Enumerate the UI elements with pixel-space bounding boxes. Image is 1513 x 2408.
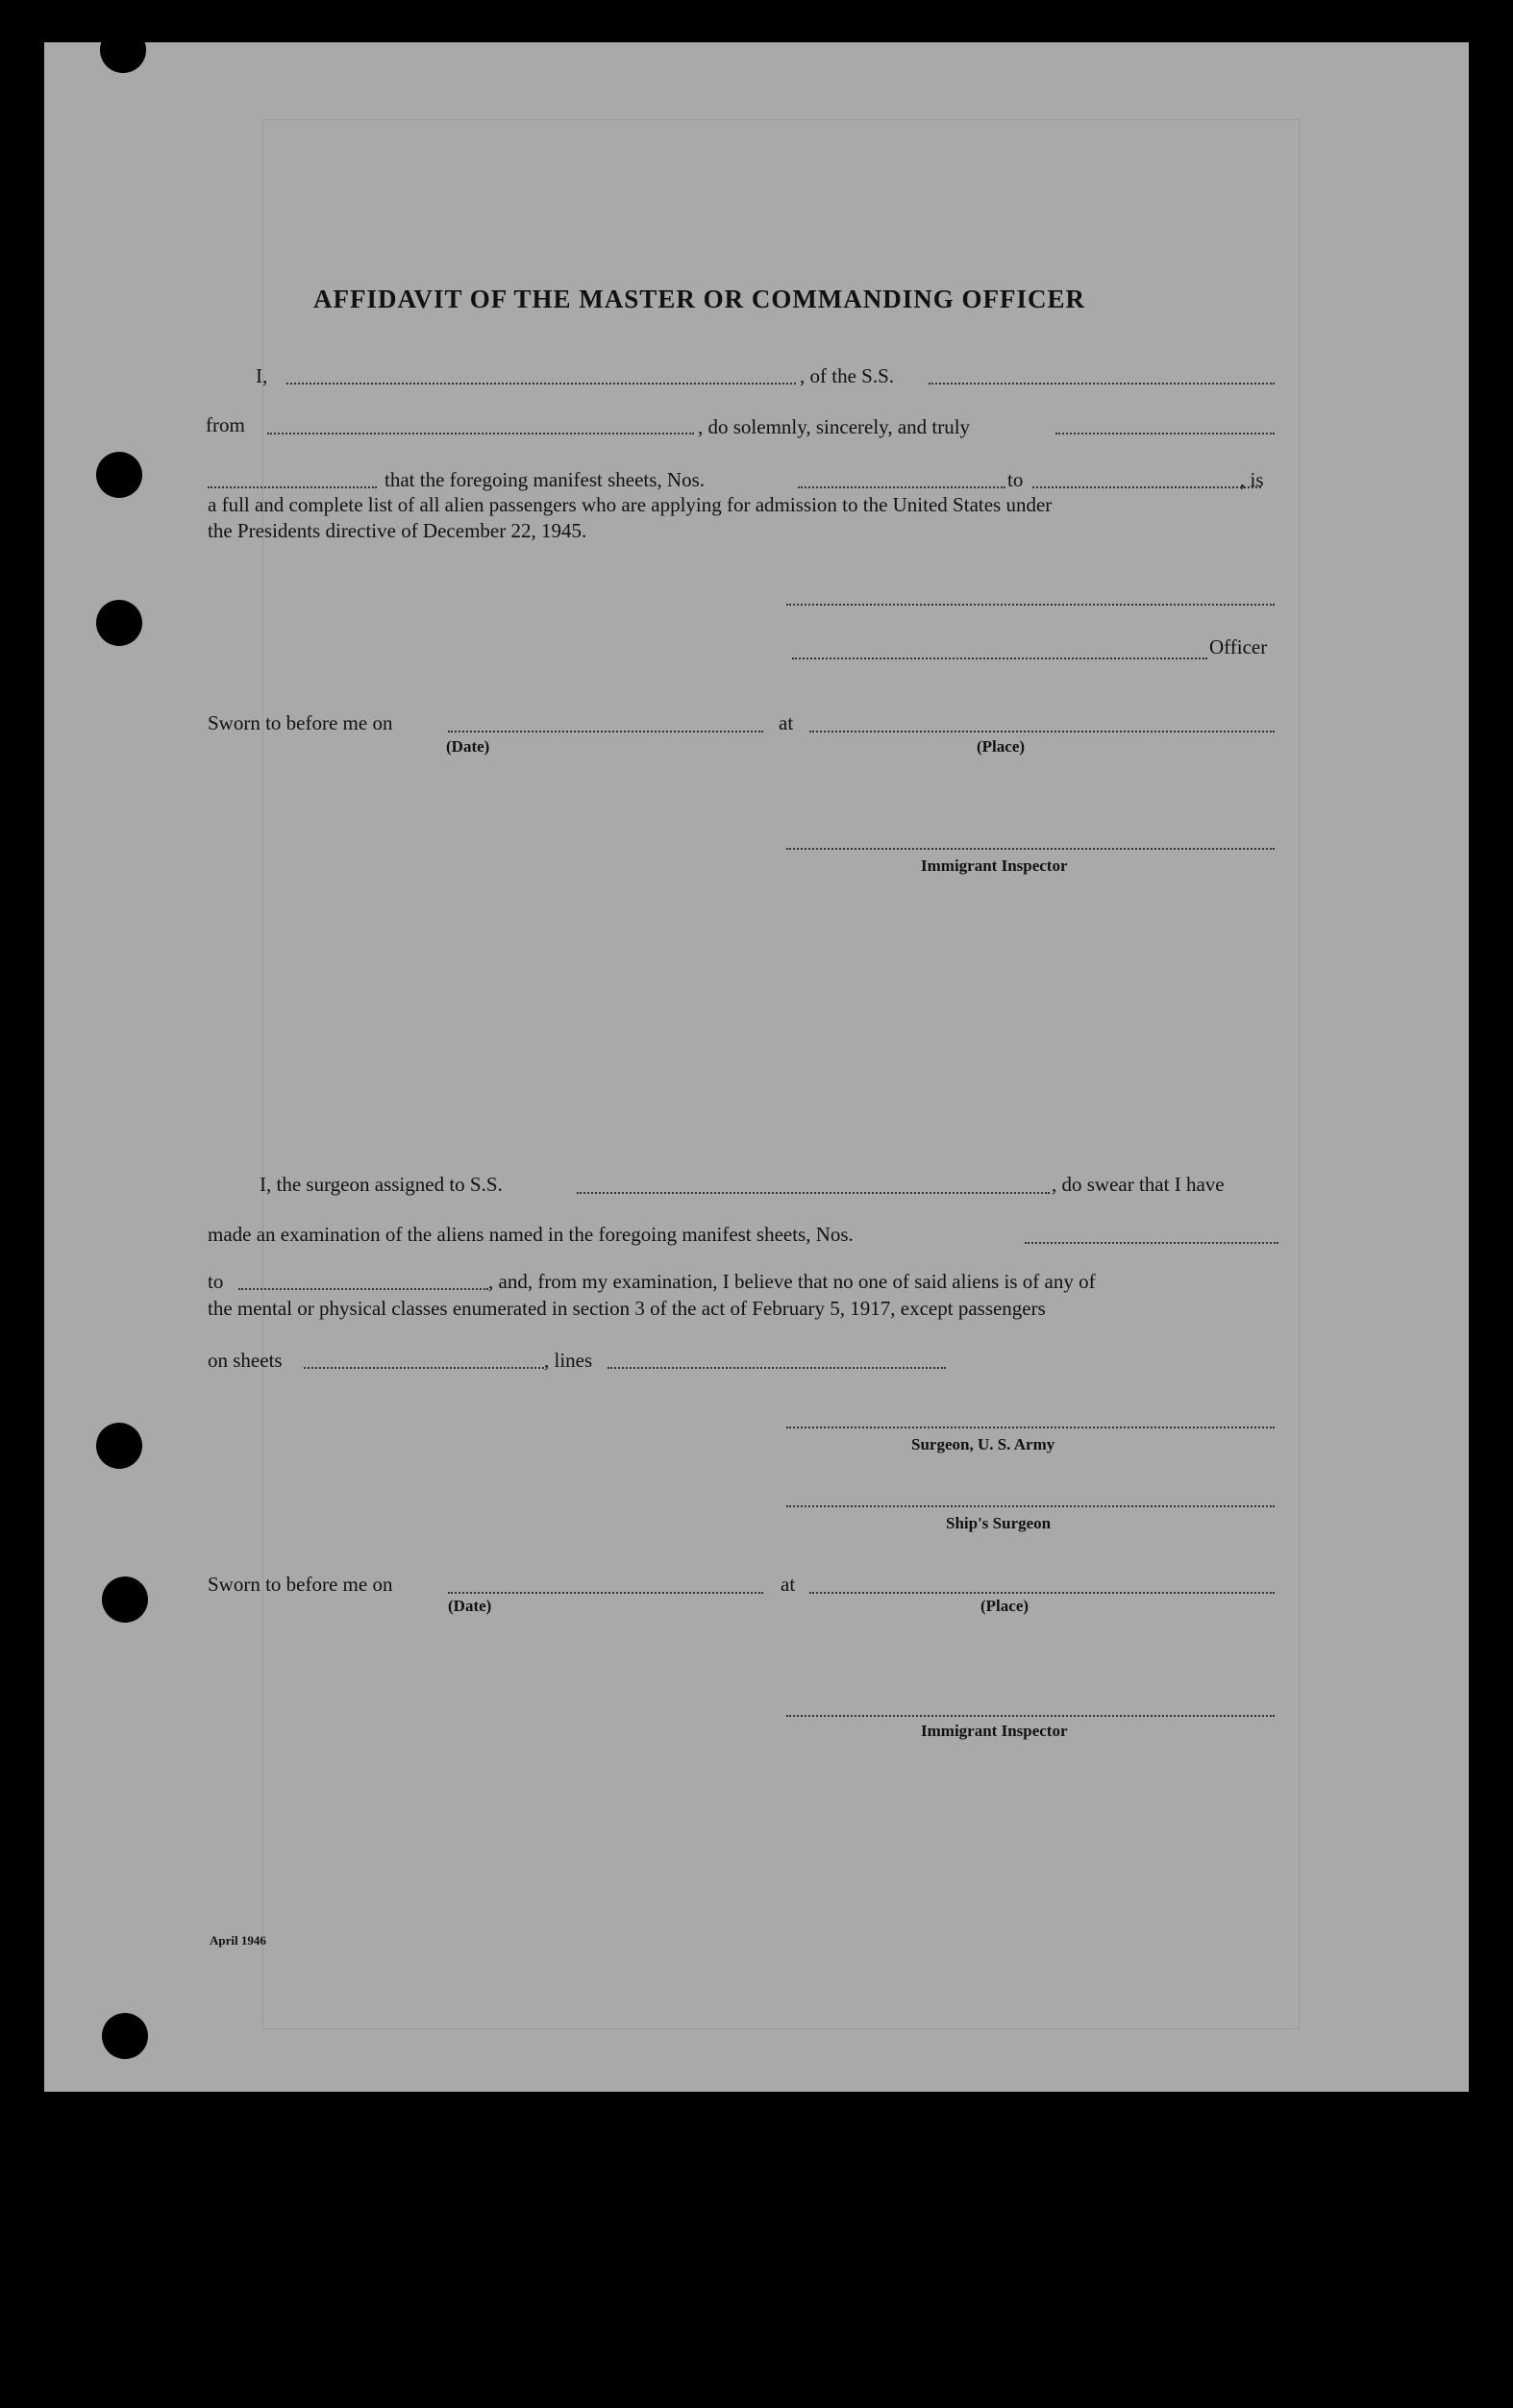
surgeon-sworn-label: Sworn to before me on <box>208 1573 393 1596</box>
surgeon-line-4: the mental or physical classes enumerated in section 3 of the act of February 5, 1917, except passengers <box>208 1297 1046 1320</box>
master-name-field[interactable] <box>286 383 796 385</box>
declaration-field[interactable] <box>208 486 377 488</box>
sworn-label: Sworn to before me on <box>208 711 393 734</box>
officer-label: Officer <box>1209 635 1268 658</box>
date-caption: (Date) <box>446 737 490 756</box>
i-label: I, <box>256 364 268 387</box>
document-page <box>44 42 1469 2092</box>
on-sheets-label: on sheets <box>208 1349 283 1372</box>
ship-name-field[interactable] <box>929 383 1275 385</box>
surgeon-to-label: to <box>208 1270 224 1293</box>
surgeon-sheets-field[interactable] <box>1025 1242 1278 1244</box>
ships-surgeon-label: Ship's Surgeon <box>946 1514 1052 1532</box>
army-surgeon-label: Surgeon, U. S. Army <box>911 1435 1055 1453</box>
lines-field[interactable] <box>608 1367 946 1369</box>
sheet-to-field[interactable] <box>1032 486 1261 488</box>
of-ss-label: , of the S.S. <box>800 364 895 387</box>
sworn-place-field[interactable] <box>809 731 1275 732</box>
sheet-from-field[interactable] <box>798 486 1005 488</box>
place-caption: (Place) <box>977 737 1026 756</box>
surgeon-line-1-start: I, the surgeon assigned to S.S. <box>260 1173 503 1196</box>
to-label: to <box>1007 468 1024 491</box>
statement-line-2: a full and complete list of all alien passengers who are applying for admission to the United States under <box>208 493 1053 516</box>
surgeon-line-1-end: , do swear that I have <box>1052 1173 1225 1196</box>
lines-label: , lines <box>544 1349 593 1372</box>
surgeon-ship-field[interactable] <box>577 1192 1050 1194</box>
punch-hole-5 <box>102 2013 148 2059</box>
surgeon-place-caption: (Place) <box>980 1597 1029 1615</box>
truly-field[interactable] <box>1055 433 1275 434</box>
is-label: , is <box>1240 468 1264 491</box>
at-label: at <box>779 711 794 734</box>
ships-surgeon-signature-line[interactable] <box>786 1505 1275 1507</box>
army-surgeon-signature-line[interactable] <box>786 1427 1275 1428</box>
master-signature-line-1[interactable] <box>786 604 1275 606</box>
surgeon-sworn-date-field[interactable] <box>448 1592 763 1594</box>
on-sheets-field[interactable] <box>304 1367 544 1369</box>
surgeon-to-field[interactable] <box>238 1288 488 1290</box>
surgeon-inspector-signature-line[interactable] <box>786 1715 1275 1717</box>
surgeon-line-2: made an examination of the aliens named in the foregoing manifest sheets, Nos. <box>208 1223 854 1246</box>
punch-hole-1 <box>96 452 142 498</box>
surgeon-at-label: at <box>781 1573 796 1596</box>
surgeon-immigrant-inspector-label: Immigrant Inspector <box>921 1722 1068 1740</box>
punch-hole-4 <box>102 1576 148 1623</box>
punch-hole-top <box>100 27 146 73</box>
immigrant-inspector-label: Immigrant Inspector <box>921 856 1068 875</box>
punch-hole-3 <box>96 1423 142 1469</box>
solemnly-text: , do solemnly, sincerely, and truly <box>698 415 971 438</box>
surgeon-date-caption: (Date) <box>448 1597 492 1615</box>
surgeon-line-3: , and, from my examination, I believe that no one of said aliens is of any of <box>488 1270 1096 1293</box>
from-label: from <box>206 413 245 436</box>
master-signature-line-2[interactable] <box>792 658 1207 659</box>
punch-hole-2 <box>96 600 142 646</box>
form-date: April 1946 <box>210 1933 266 1948</box>
statement-line-3: the Presidents directive of December 22, 1945. <box>208 519 587 542</box>
from-port-field[interactable] <box>267 433 694 434</box>
surgeon-sworn-place-field[interactable] <box>809 1592 1275 1594</box>
affidavit-title: AFFIDAVIT OF THE MASTER OR COMMANDING OFFICER <box>313 285 1086 313</box>
foregoing-sheets-text: that the foregoing manifest sheets, Nos. <box>384 468 706 491</box>
sworn-date-field[interactable] <box>448 731 763 732</box>
bleed-through-frame <box>262 119 1300 2029</box>
inspector-signature-line[interactable] <box>786 848 1275 850</box>
